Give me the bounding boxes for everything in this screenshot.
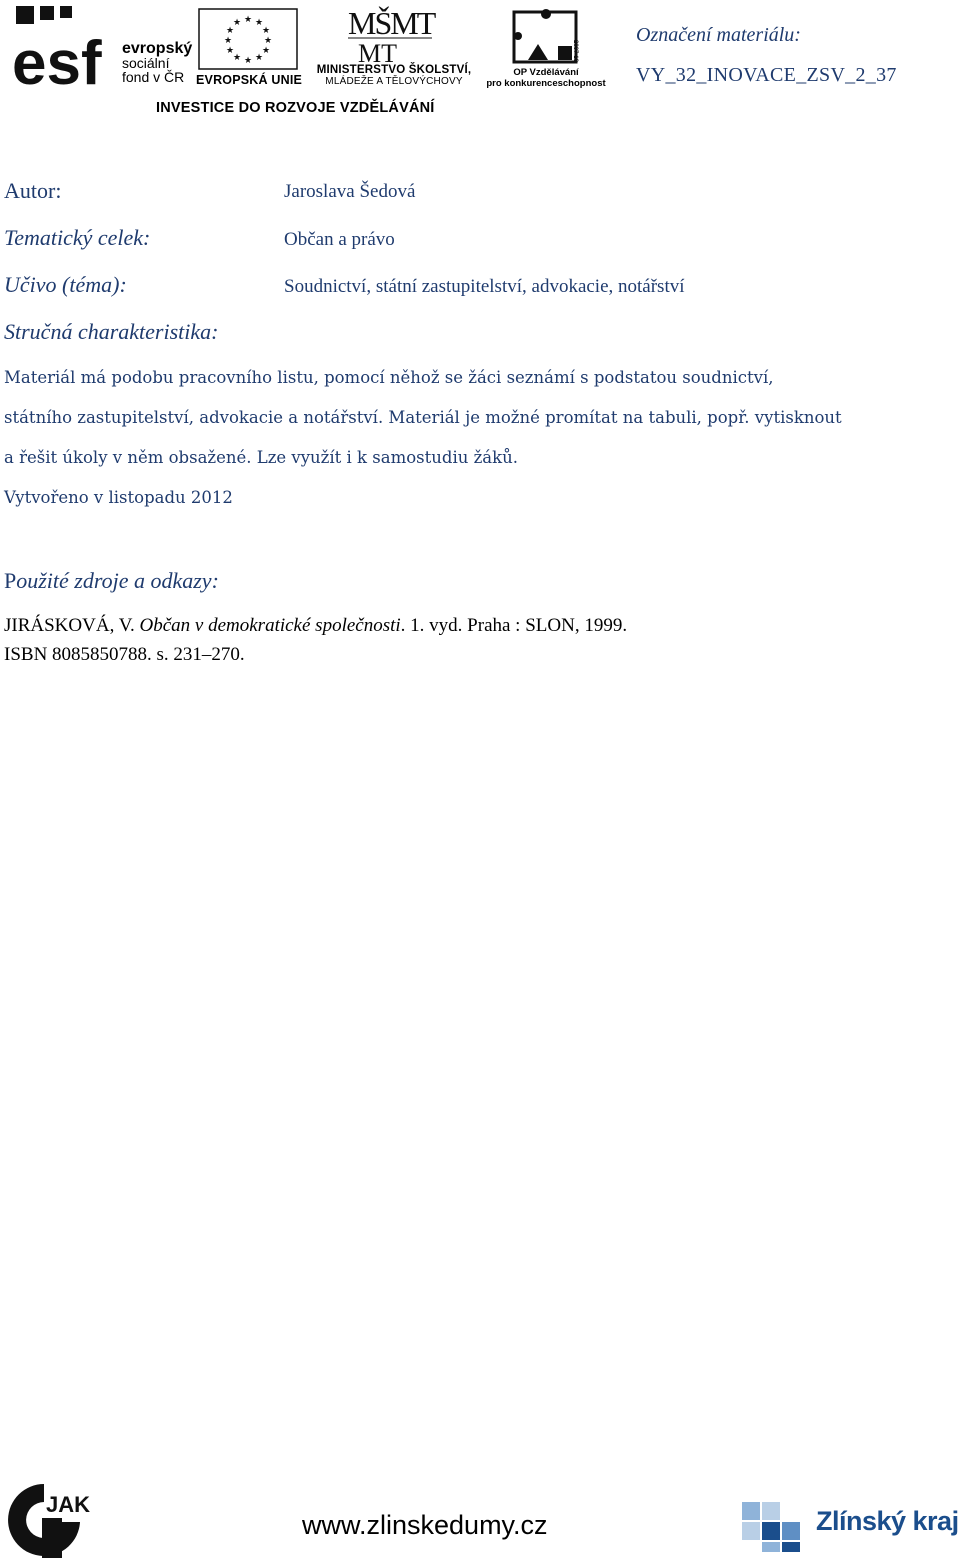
description-line-2: státního zastupitelství, advokacie a notářství. Materiál je možné promítat na tabuli, popř. vytisknout (4, 408, 842, 427)
svg-text:★: ★ (223, 36, 233, 46)
sources-heading-initial: P (4, 568, 17, 593)
thematic-unit-label: Tematický celek: (4, 225, 151, 250)
eu-flag-logo (198, 8, 298, 70)
material-code-label: Označení materiálu: (636, 24, 801, 46)
svg-text:★: ★ (232, 53, 242, 63)
svg-text:★: ★ (254, 53, 264, 63)
investice-banner: INVESTICE DO ROZVOJE VZDĚLÁVÁNÍ (156, 100, 435, 116)
jak-logo (4, 1478, 91, 1562)
msmt-logo-caption: MINISTERSTVO ŠKOLSTVÍ, MLÁDEŽE A TĚLOVÝCHOVY (316, 64, 472, 87)
esf-logo (10, 4, 120, 98)
reference-title: Občan v demokratické společnosti (139, 615, 401, 636)
sources-heading-rest: oužité zdroje a odkazy: (16, 568, 219, 593)
reference-publisher: . 1. vyd. Praha : SLON, 1999. (400, 615, 628, 636)
author-value: Jaroslava Šedová (284, 181, 416, 202)
svg-text:★: ★ (261, 26, 271, 36)
svg-text:MŠMT: MŠMT (348, 5, 435, 41)
svg-text:JAK: JAK (46, 1492, 91, 1517)
topic-value: Soudnictví, státní zastupitelství, advokacie, notářství (284, 276, 685, 297)
svg-text:★: ★ (243, 15, 253, 25)
sources-heading (4, 568, 219, 594)
svg-text:★: ★ (261, 46, 271, 56)
svg-text:2007-13: 2007-13 (572, 40, 578, 63)
svg-text:esf: esf (12, 29, 102, 98)
svg-text:MT: MT (358, 39, 397, 68)
reference-line-1 (4, 615, 627, 637)
esf-logo-text: evropský sociální fond v ČR (122, 40, 193, 85)
op-vzdelavani-logo (508, 6, 584, 66)
reference-author: JIRÁSKOVÁ, V. (4, 615, 140, 636)
reference-line-2: ISBN 8085850788. s. 231–270. (4, 644, 245, 665)
svg-text:★: ★ (232, 18, 242, 28)
description-line-3: a řešit úkoly v něm obsažené. Lze využít i k samostudiu žáků. (4, 448, 519, 467)
author-label: Autor: (4, 178, 62, 203)
thematic-unit-value: Občan a právo (284, 229, 395, 250)
created-date: Vytvořeno v listopadu 2012 (4, 488, 233, 507)
svg-text:★: ★ (243, 56, 253, 66)
svg-text:★: ★ (254, 18, 264, 28)
zlinsky-kraj-logo-text: Zlínský kraj (816, 1506, 959, 1536)
svg-text:★: ★ (225, 26, 235, 36)
topic-label: Učivo (téma): (4, 272, 127, 297)
zlinsky-kraj-logo-icon (742, 1498, 812, 1552)
svg-text:★: ★ (263, 36, 273, 46)
eu-logo-caption: EVROPSKÁ UNIE (196, 73, 303, 87)
footer-website-link[interactable]: www.zlinskedumy.cz (302, 1510, 548, 1540)
description-label: Stručná charakteristika: (4, 319, 219, 344)
op-logo-caption: OP Vzdělávání pro konkurenceschopnost (486, 67, 606, 89)
material-code-value: VY_32_INOVACE_ZSV_2_37 (636, 64, 897, 86)
svg-text:★: ★ (225, 46, 235, 56)
description-line-1: Materiál má podobu pracovního listu, pomocí něhož se žáci seznámí s podstatou soudnictví, (4, 368, 774, 387)
msmt-logo (340, 5, 440, 68)
